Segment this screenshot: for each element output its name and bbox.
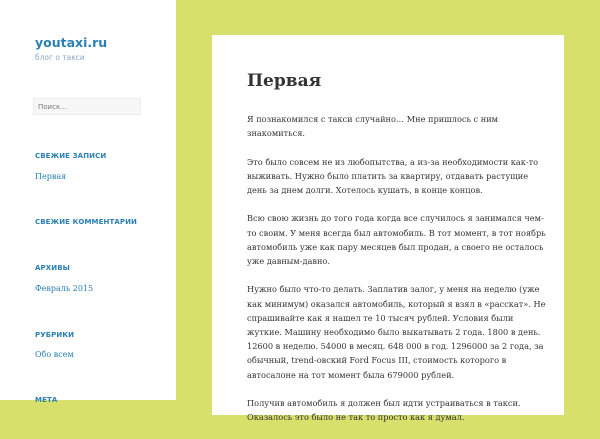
- category-link[interactable]: Обо всем: [35, 350, 74, 359]
- widget-title-meta: МЕТА: [35, 396, 58, 404]
- sidebar: [0, 0, 176, 404]
- site-title-link[interactable]: youtaxi.ru: [35, 35, 108, 50]
- search-input[interactable]: [33, 98, 141, 115]
- post-card: [212, 35, 564, 423]
- post-paragraph: Нужно было что-то делать. Заплатив залог, у меня на неделю (уже как минимум) оказался автомобиль, который я взял в «расскат». Не спрашивайте как я нашел те 10 тысяч рублей. Условия были жуткие. Машину необходимо было выкатывать 2 года. 1800 в день. 12600 в неделю. 54000 в месяц. 648 000 в год. 1296000 за 2 года, за обычный, trend-овский Ford Focus III, стоимость которого в автосалоне на тот момент была 679000 рублей.: [247, 284, 546, 380]
- archive-link[interactable]: Февраль 2015: [35, 284, 94, 293]
- widget-title-recent-posts: СВЕЖИЕ ЗАПИСИ: [35, 152, 107, 160]
- post-content: [247, 112, 547, 439]
- widget-title-categories: РУБРИКИ: [35, 331, 75, 339]
- post-title[interactable]: Первая: [247, 71, 322, 91]
- widget-title-recent-comments: СВЕЖИЕ КОММЕНТАРИИ: [35, 218, 137, 226]
- post-paragraph: Всю свою жизнь до того года когда все случилось я занимался чем-то своим. У меня всегда был автомобиль. В тот момент, в тот ноябрь автомобиль уже как пару месяцев был продан, а своего не осталось уже давным-давно.: [247, 213, 546, 266]
- recent-post-link[interactable]: Первая: [35, 172, 67, 181]
- post-paragraph: Получив автомобиль я должен был идти устраиваться в такси. Оказалось это было не так то просто как я думал.: [247, 398, 521, 423]
- post-paragraph: Я познакомился с такси случайно… Мне пришлось с ним знакомиться.: [247, 114, 499, 139]
- post-paragraph: Это было совсем не из любопытства, а из-за необходимости как-то выживать. Нужно было платить за квартиру, отдавать растущие день за днем долги. Хотелось кушать, в конце концов.: [247, 156, 539, 195]
- site-description: блог о такси: [35, 53, 85, 62]
- widget-title-archives: АРХИВЫ: [35, 264, 70, 272]
